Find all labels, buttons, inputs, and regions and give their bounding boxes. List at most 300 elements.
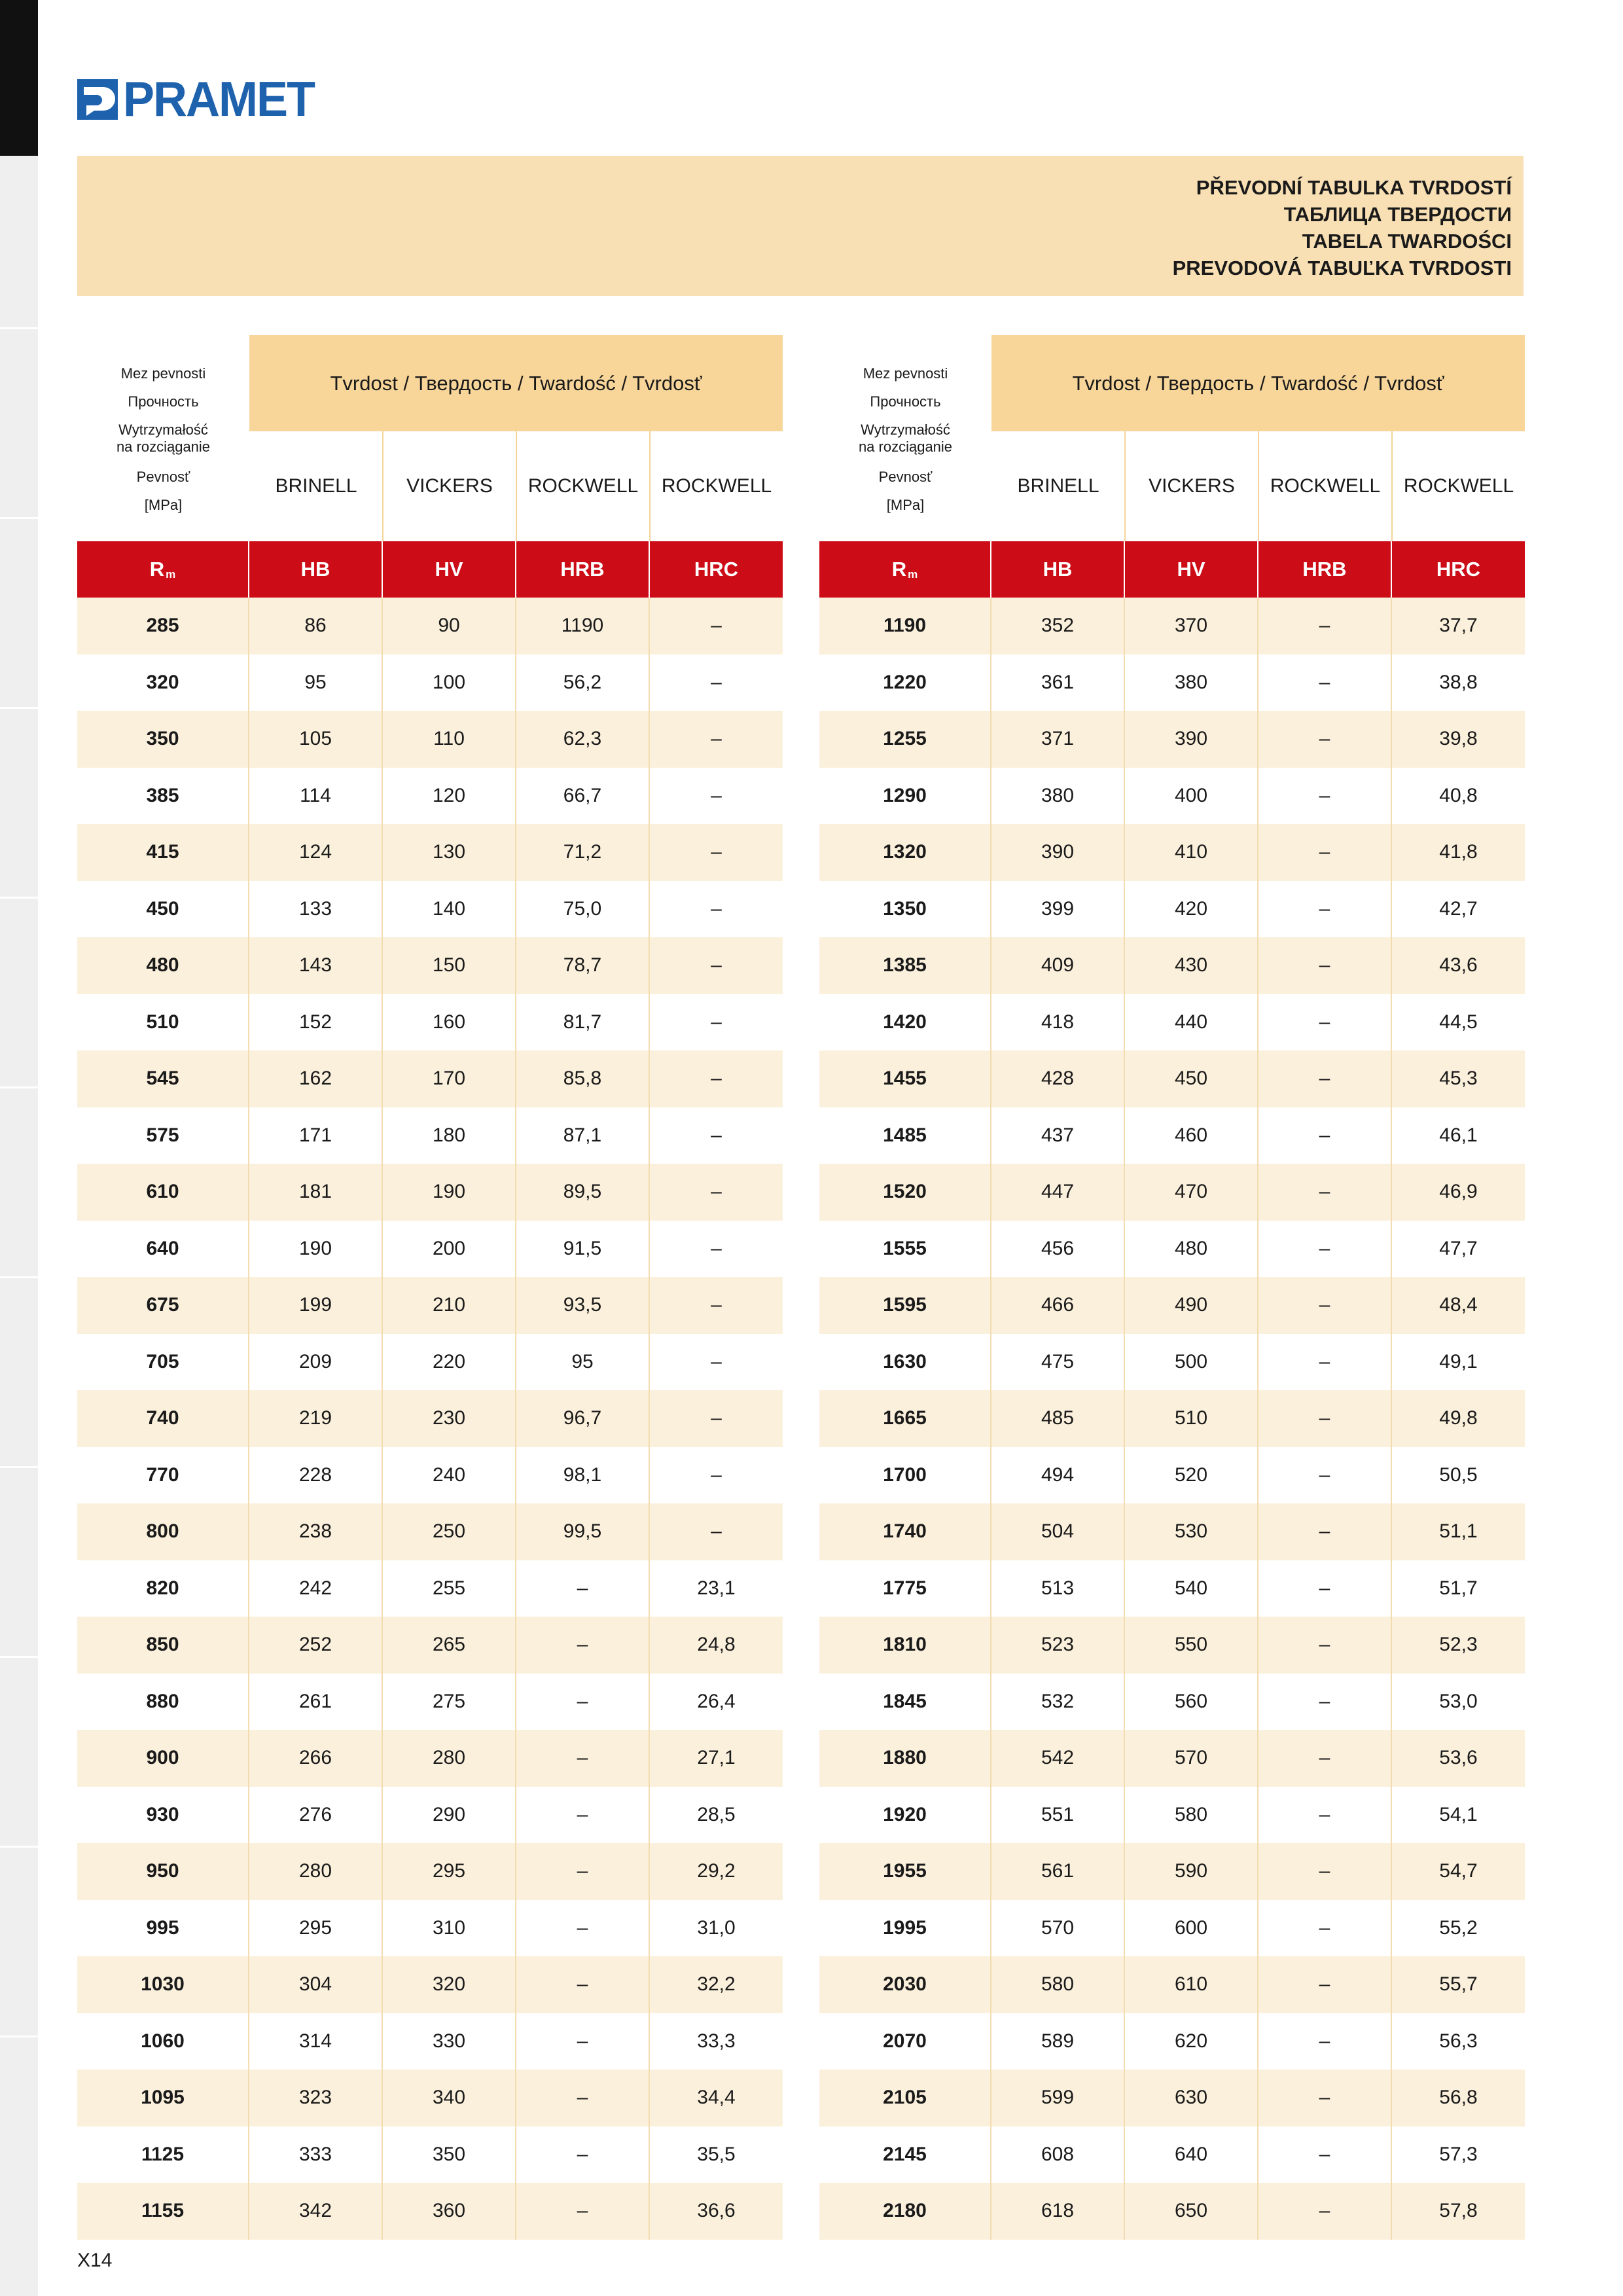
unit-header-row [77, 541, 783, 598]
table-row [819, 598, 1525, 655]
cell-rm: 1190 [819, 598, 991, 655]
table-row [819, 1221, 1525, 1278]
cell-hb: 261 [249, 1674, 383, 1731]
cell-hrb: – [1258, 1164, 1392, 1221]
side-index-divider [0, 1466, 38, 1468]
table-row [819, 937, 1525, 994]
cell-hrc: 29,2 [697, 1860, 736, 1882]
table-row [77, 1221, 783, 1278]
method-brinell: BRINELL [1017, 475, 1099, 497]
cell-hrb: – [1258, 2183, 1392, 2240]
hardness-title: Tvrdost / Твердость / Twardość / Tvrdosť [991, 335, 1525, 431]
strength-label: Прочность [870, 393, 941, 410]
cell-rm: 675 [77, 1277, 249, 1334]
unit-header-row [819, 541, 1525, 598]
table-row [77, 1956, 783, 2013]
cell-hrb: 85,8 [516, 1050, 650, 1107]
cell-hrc: 26,4 [697, 1690, 736, 1712]
cell-rm: 1810 [819, 1617, 991, 1674]
cell-hb: 390 [991, 824, 1125, 881]
table-row [819, 994, 1525, 1051]
cell-hrc: 24,8 [697, 1634, 736, 1656]
cell-rm: 1845 [819, 1674, 991, 1731]
cell-hrc: 46,9 [1439, 1181, 1478, 1203]
side-index-divider [0, 707, 38, 709]
cell-rm: 950 [77, 1843, 249, 1900]
cell-hv: 610 [1125, 1956, 1258, 2013]
table-row [819, 1277, 1525, 1334]
cell-hb: 466 [991, 1277, 1125, 1334]
cell-hv: 390 [1125, 711, 1258, 768]
cell-hrb: – [1258, 1956, 1392, 2013]
cell-hrc: 32,2 [697, 1973, 736, 1996]
cell-hrc: 47,7 [1439, 1237, 1478, 1259]
cell-hb: 152 [249, 994, 383, 1051]
cell-hrc: 49,8 [1439, 1407, 1478, 1429]
table-row [77, 1560, 783, 1617]
cell-hb: 199 [249, 1277, 383, 1334]
table-row [819, 1787, 1525, 1844]
cell-hrc: 40,8 [1439, 784, 1478, 806]
cell-hv: 520 [1125, 1447, 1258, 1504]
cell-hrc: – [711, 1124, 722, 1146]
cell-hrb: – [1258, 994, 1392, 1051]
unit-rm: R $_m$ [819, 541, 991, 598]
cell-hrc: 42,7 [1439, 897, 1478, 920]
cell-hrc: 45,3 [1439, 1067, 1478, 1090]
cell-hrc: 56,3 [1439, 2030, 1478, 2052]
cell-hb: 209 [249, 1334, 383, 1391]
cell-rm: 545 [77, 1050, 249, 1107]
cell-rm: 1595 [819, 1277, 991, 1334]
cell-hv: 600 [1125, 1900, 1258, 1957]
side-index-strip [0, 0, 38, 2296]
cell-hv: 430 [1125, 937, 1258, 994]
strength-label: Wytrzymałość na rozciąganie [116, 421, 211, 455]
cell-rm: 1555 [819, 1221, 991, 1278]
cell-hv: 265 [383, 1617, 516, 1674]
cell-hv: 400 [1125, 768, 1258, 825]
cell-rm: 1700 [819, 1447, 991, 1504]
cell-hv: 240 [383, 1447, 516, 1504]
method-rockwell-c: ROCKWELL [661, 475, 772, 497]
cell-rm: 385 [77, 768, 249, 825]
unit-hv: HV [383, 541, 516, 598]
table-row [819, 1730, 1525, 1787]
cell-hv: 180 [383, 1107, 516, 1164]
table-row [77, 1843, 783, 1900]
cell-hv: 460 [1125, 1107, 1258, 1164]
cell-hrc: – [711, 1463, 722, 1486]
table-row [77, 1503, 783, 1560]
cell-hrb: – [516, 2126, 650, 2183]
cell-hrb: 1190 [516, 598, 650, 655]
cell-hb: 252 [249, 1617, 383, 1674]
cell-hrb: – [1258, 824, 1392, 881]
table-row [77, 1164, 783, 1221]
table-row [77, 1447, 783, 1504]
hardness-table-left [77, 335, 783, 2240]
cell-rm: 705 [77, 1334, 249, 1391]
cell-hv: 280 [383, 1730, 516, 1787]
cell-hrc: 54,7 [1439, 1860, 1478, 1882]
cell-hv: 275 [383, 1674, 516, 1731]
method-brinell: BRINELL [275, 475, 357, 497]
table-row [77, 711, 783, 768]
cell-hb: 599 [991, 2070, 1125, 2126]
table-row [819, 1050, 1525, 1107]
cell-hb: 618 [991, 2183, 1125, 2240]
cell-hrc: – [711, 1350, 722, 1372]
cell-hrc: – [711, 1237, 722, 1259]
cell-hb: 399 [991, 881, 1125, 938]
cell-hrc: 57,8 [1439, 2200, 1478, 2222]
pramet-logo-icon [77, 79, 118, 120]
cell-hrb: – [1258, 1503, 1392, 1560]
strength-label: Pevnosť [878, 468, 933, 485]
cell-hb: 323 [249, 2070, 383, 2126]
cell-hrc: – [711, 1407, 722, 1429]
table-row [77, 1277, 783, 1334]
cell-hv: 340 [383, 2070, 516, 2126]
cell-rm: 575 [77, 1107, 249, 1164]
cell-hb: 561 [991, 1843, 1125, 1900]
cell-hrc: 36,6 [697, 2200, 736, 2222]
cell-hrc: 49,1 [1439, 1350, 1478, 1372]
cell-hb: 428 [991, 1050, 1125, 1107]
cell-hv: 420 [1125, 881, 1258, 938]
cell-hb: 542 [991, 1730, 1125, 1787]
cell-hb: 276 [249, 1787, 383, 1844]
table-row [77, 1390, 783, 1447]
cell-hb: 314 [249, 2013, 383, 2070]
cell-hv: 590 [1125, 1843, 1258, 1900]
cell-hb: 114 [249, 768, 383, 825]
cell-hv: 560 [1125, 1674, 1258, 1731]
title-russian: ТАБЛИЦА ТВЕРДОСТИ [1283, 203, 1512, 226]
table-header [819, 335, 1525, 541]
cell-hv: 290 [383, 1787, 516, 1844]
table-row [819, 768, 1525, 825]
cell-hv: 470 [1125, 1164, 1258, 1221]
table-row [77, 1900, 783, 1957]
cell-hrb: 91,5 [516, 1221, 650, 1278]
cell-rm: 2105 [819, 2070, 991, 2126]
cell-rm: 995 [77, 1900, 249, 1957]
cell-hv: 500 [1125, 1334, 1258, 1391]
cell-hrc: – [711, 1294, 722, 1316]
cell-hrb: – [1258, 1843, 1392, 1900]
cell-hrc: – [711, 728, 722, 750]
cell-hb: 280 [249, 1843, 383, 1900]
method-rockwell-b: ROCKWELL [1270, 475, 1381, 497]
cell-hrb: – [516, 1900, 650, 1957]
cell-hrc: – [711, 784, 722, 806]
cell-hb: 418 [991, 994, 1125, 1051]
cell-hv: 490 [1125, 1277, 1258, 1334]
table-row [77, 2013, 783, 2070]
cell-rm: 880 [77, 1674, 249, 1731]
table-body [819, 598, 1525, 2240]
cell-hrc: 50,5 [1439, 1463, 1478, 1486]
cell-rm: 900 [77, 1730, 249, 1787]
cell-rm: 1520 [819, 1164, 991, 1221]
cell-hv: 150 [383, 937, 516, 994]
cell-hb: 456 [991, 1221, 1125, 1278]
table-row [819, 2126, 1525, 2183]
table-row [77, 1334, 783, 1391]
table-row [77, 768, 783, 825]
cell-hv: 350 [383, 2126, 516, 2183]
cell-hrb: – [516, 1843, 650, 1900]
cell-hb: 485 [991, 1390, 1125, 1447]
cell-hrb: 98,1 [516, 1447, 650, 1504]
cell-hrc: 41,8 [1439, 841, 1478, 863]
cell-rm: 2030 [819, 1956, 991, 2013]
table-row [819, 1900, 1525, 1957]
cell-rm: 1220 [819, 655, 991, 711]
cell-hrc: 46,1 [1439, 1124, 1478, 1146]
cell-hb: 124 [249, 824, 383, 881]
cell-hv: 250 [383, 1503, 516, 1560]
table-row [819, 1390, 1525, 1447]
table-body [77, 598, 783, 2240]
strength-label-block [819, 335, 991, 541]
table-row [819, 824, 1525, 881]
cell-hv: 580 [1125, 1787, 1258, 1844]
strength-label: Mez pevnosti [120, 365, 206, 382]
table-row [77, 1787, 783, 1844]
cell-rm: 1665 [819, 1390, 991, 1447]
cell-rm: 2180 [819, 2183, 991, 2240]
cell-hrc: 33,3 [697, 2030, 736, 2052]
cell-hb: 333 [249, 2126, 383, 2183]
table-row [819, 1617, 1525, 1674]
cell-hrc: – [711, 897, 722, 920]
cell-hb: 532 [991, 1674, 1125, 1731]
cell-hrc: 37,7 [1439, 615, 1478, 637]
cell-hb: 361 [991, 655, 1125, 711]
cell-hrc: 54,1 [1439, 1803, 1478, 1825]
cell-hv: 550 [1125, 1617, 1258, 1674]
cell-rm: 450 [77, 881, 249, 938]
cell-hv: 295 [383, 1843, 516, 1900]
cell-rm: 1255 [819, 711, 991, 768]
unit-hb: HB [991, 541, 1125, 598]
hardness-title: Tvrdost / Твердость / Twardość / Tvrdosť [249, 335, 783, 431]
cell-hb: 447 [991, 1164, 1125, 1221]
cell-hrc: 31,0 [697, 1916, 736, 1939]
cell-hrb: – [1258, 1560, 1392, 1617]
cell-hrb: – [1258, 1107, 1392, 1164]
unit-hrb: HRB [1258, 541, 1392, 598]
table-row [77, 1107, 783, 1164]
cell-rm: 510 [77, 994, 249, 1051]
cell-hv: 650 [1125, 2183, 1258, 2240]
cell-rm: 1485 [819, 1107, 991, 1164]
cell-hrb: – [1258, 711, 1392, 768]
cell-hrc: 38,8 [1439, 671, 1478, 693]
side-index-divider [0, 1656, 38, 1658]
strength-label-block [77, 335, 249, 541]
cell-hb: 143 [249, 937, 383, 994]
cell-hrc: 43,6 [1439, 954, 1478, 977]
cell-rm: 1740 [819, 1503, 991, 1560]
table-row [819, 1560, 1525, 1617]
cell-hrc: 28,5 [697, 1803, 736, 1825]
cell-hrb: 56,2 [516, 655, 650, 711]
cell-hrb: – [1258, 768, 1392, 825]
cell-rm: 1125 [77, 2126, 249, 2183]
table-row [77, 1730, 783, 1787]
cell-hrb: – [1258, 2013, 1392, 2070]
table-row [77, 1674, 783, 1731]
title-czech: PŘEVODNÍ TABULKA TVRDOSTÍ [1196, 176, 1512, 199]
cell-hb: 380 [991, 768, 1125, 825]
cell-hrc: 44,5 [1439, 1011, 1478, 1033]
cell-hv: 200 [383, 1221, 516, 1278]
table-row [77, 2183, 783, 2240]
table-row [819, 2070, 1525, 2126]
cell-hv: 410 [1125, 824, 1258, 881]
cell-rm: 930 [77, 1787, 249, 1844]
table-row [819, 1674, 1525, 1731]
cell-hb: 133 [249, 881, 383, 938]
cell-hrb: – [1258, 1277, 1392, 1334]
cell-hrb: – [516, 2070, 650, 2126]
cell-hrb: – [1258, 1730, 1392, 1787]
cell-hrb: – [1258, 2070, 1392, 2126]
cell-hb: 437 [991, 1107, 1125, 1164]
cell-hb: 371 [991, 711, 1125, 768]
brand-logo [77, 72, 314, 127]
side-index-divider [0, 1086, 38, 1088]
cell-hrc: – [711, 841, 722, 863]
cell-hrc: 34,4 [697, 2087, 736, 2109]
cell-hb: 181 [249, 1164, 383, 1221]
cell-hrc: 39,8 [1439, 728, 1478, 750]
cell-rm: 1920 [819, 1787, 991, 1844]
table-row [77, 937, 783, 994]
table-row [77, 1050, 783, 1107]
cell-hv: 360 [383, 2183, 516, 2240]
cell-hb: 608 [991, 2126, 1125, 2183]
cell-hv: 90 [383, 598, 516, 655]
cell-hrb: – [1258, 1050, 1392, 1107]
cell-hb: 105 [249, 711, 383, 768]
cell-hb: 190 [249, 1221, 383, 1278]
cell-hrb: 66,7 [516, 768, 650, 825]
cell-rm: 1350 [819, 881, 991, 938]
table-row [77, 994, 783, 1051]
cell-rm: 1955 [819, 1843, 991, 1900]
cell-hrb: 96,7 [516, 1390, 650, 1447]
cell-rm: 770 [77, 1447, 249, 1504]
cell-hrb: 89,5 [516, 1164, 650, 1221]
cell-hrc: 55,7 [1439, 1973, 1478, 1996]
cell-hrb: – [516, 2013, 650, 2070]
cell-hrb: – [516, 1956, 650, 2013]
cell-hv: 640 [1125, 2126, 1258, 2183]
cell-hb: 162 [249, 1050, 383, 1107]
cell-hb: 589 [991, 2013, 1125, 2070]
cell-hv: 100 [383, 655, 516, 711]
cell-rm: 640 [77, 1221, 249, 1278]
table-row [819, 2013, 1525, 2070]
cell-hv: 310 [383, 1900, 516, 1957]
cell-hv: 140 [383, 881, 516, 938]
cell-hrc: 53,0 [1439, 1690, 1478, 1712]
cell-rm: 1060 [77, 2013, 249, 2070]
table-header [77, 335, 783, 541]
cell-rm: 1630 [819, 1334, 991, 1391]
table-row [819, 2183, 1525, 2240]
cell-hb: 295 [249, 1900, 383, 1957]
cell-rm: 740 [77, 1390, 249, 1447]
table-row [819, 1843, 1525, 1900]
cell-hrb: – [516, 1787, 650, 1844]
cell-rm: 1455 [819, 1050, 991, 1107]
cell-hb: 475 [991, 1334, 1125, 1391]
cell-rm: 320 [77, 655, 249, 711]
unit-hv: HV [1125, 541, 1258, 598]
page-number: X14 [77, 2250, 113, 2271]
cell-hb: 219 [249, 1390, 383, 1447]
method-rockwell-c: ROCKWELL [1403, 475, 1514, 497]
table-row [77, 2126, 783, 2183]
cell-hrc: 55,2 [1439, 1916, 1478, 1939]
cell-hrb: 75,0 [516, 881, 650, 938]
cell-hv: 230 [383, 1390, 516, 1447]
cell-rm: 1420 [819, 994, 991, 1051]
cell-rm: 480 [77, 937, 249, 994]
title-polish: TABELA TWARDOŚCI [1302, 230, 1512, 253]
cell-hrb: 78,7 [516, 937, 650, 994]
cell-hrb: 87,1 [516, 1107, 650, 1164]
cell-hb: 580 [991, 1956, 1125, 2013]
cell-hv: 130 [383, 824, 516, 881]
cell-rm: 610 [77, 1164, 249, 1221]
cell-hrb: – [1258, 1674, 1392, 1731]
cell-rm: 1095 [77, 2070, 249, 2126]
cell-hb: 523 [991, 1617, 1125, 1674]
cell-hrc: – [711, 1520, 722, 1543]
strength-label: Прочность [128, 393, 199, 410]
unit-hrc: HRC [1436, 558, 1481, 581]
cell-hrb: – [1258, 937, 1392, 994]
cell-hrc: – [711, 1067, 722, 1090]
cell-hrb: – [516, 1730, 650, 1787]
cell-hrc: 57,3 [1439, 2143, 1478, 2165]
cell-rm: 350 [77, 711, 249, 768]
cell-hv: 370 [1125, 598, 1258, 655]
cell-hrc: – [711, 1011, 722, 1033]
cell-hrb: – [1258, 1334, 1392, 1391]
cell-hv: 160 [383, 994, 516, 1051]
table-row [819, 1503, 1525, 1560]
cell-hrb: 62,3 [516, 711, 650, 768]
strength-unit: [MPa] [886, 496, 925, 513]
cell-rm: 1155 [77, 2183, 249, 2240]
cell-rm: 2070 [819, 2013, 991, 2070]
cell-hb: 238 [249, 1503, 383, 1560]
cell-hb: 266 [249, 1730, 383, 1787]
cell-hv: 540 [1125, 1560, 1258, 1617]
table-row [819, 1447, 1525, 1504]
cell-hb: 171 [249, 1107, 383, 1164]
cell-hrc: 35,5 [697, 2143, 736, 2165]
cell-hrc: – [711, 1181, 722, 1203]
